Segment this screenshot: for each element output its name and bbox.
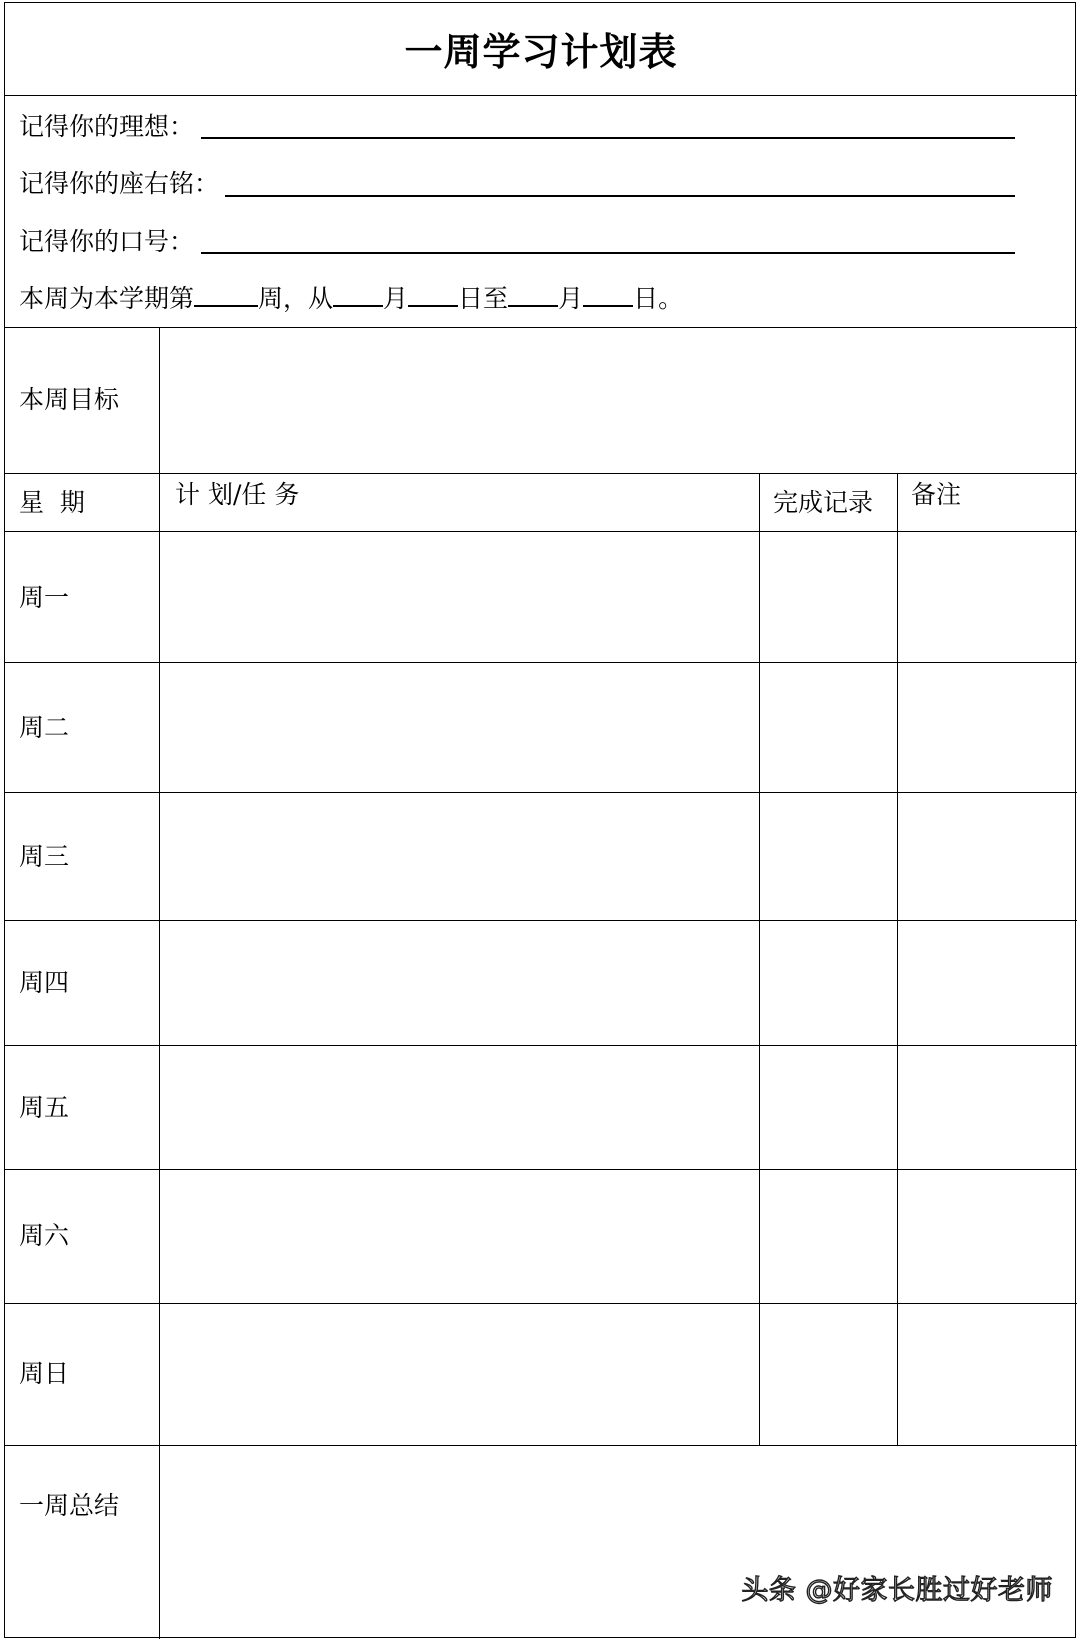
day-label-tue: 周二 bbox=[19, 713, 70, 742]
day-label-wed: 周三 bbox=[19, 842, 70, 871]
column-divider-note bbox=[897, 473, 898, 1445]
day-label-mon: 周一 bbox=[19, 583, 70, 612]
divider-fri bbox=[5, 1169, 1077, 1170]
week-number-blank[interactable] bbox=[194, 304, 258, 307]
week-line-text-5: 月 bbox=[558, 284, 584, 313]
slogan-input-line[interactable] bbox=[201, 252, 1015, 254]
study-plan-sheet bbox=[4, 2, 1076, 1638]
header-record: 完成记录 bbox=[773, 488, 874, 517]
end-day-blank[interactable] bbox=[583, 304, 633, 307]
week-line-text-2: 周，从 bbox=[258, 284, 334, 313]
page-title: 一周学习计划表 bbox=[404, 30, 678, 74]
divider-title bbox=[5, 95, 1077, 96]
divider-sun bbox=[5, 1445, 1077, 1446]
week-line-text-3: 月 bbox=[383, 284, 409, 313]
day-label-thu: 周四 bbox=[19, 968, 70, 997]
goal-label: 本周目标 bbox=[19, 385, 120, 414]
slogan-label: 记得你的口号： bbox=[19, 227, 195, 256]
day-label-sat: 周六 bbox=[19, 1221, 70, 1250]
column-divider-label bbox=[159, 327, 160, 1639]
header-note: 备注 bbox=[911, 480, 962, 509]
motto-input-line[interactable] bbox=[225, 195, 1015, 197]
divider-wed bbox=[5, 920, 1077, 921]
motto-label: 记得你的座右铭： bbox=[19, 169, 220, 198]
divider-sat bbox=[5, 1303, 1077, 1304]
divider-thu bbox=[5, 1045, 1077, 1046]
divider-prompts bbox=[5, 327, 1077, 328]
week-line bbox=[19, 286, 683, 311]
week-line-text-4: 日至 bbox=[458, 284, 509, 313]
ideal-label: 记得你的理想： bbox=[19, 112, 195, 141]
day-label-sun: 周日 bbox=[19, 1359, 70, 1388]
divider-header bbox=[5, 531, 1077, 532]
header-day: 星 期 bbox=[19, 488, 85, 517]
divider-tue bbox=[5, 792, 1077, 793]
summary-label: 一周总结 bbox=[19, 1491, 120, 1520]
goal-input-cell[interactable] bbox=[161, 329, 1075, 471]
column-divider-record bbox=[759, 473, 760, 1445]
watermark: 头条 @好家长胜过好老师 bbox=[741, 1575, 1053, 1606]
divider-goal bbox=[5, 473, 1077, 474]
ideal-input-line[interactable] bbox=[201, 137, 1015, 139]
start-day-blank[interactable] bbox=[408, 304, 458, 307]
header-plan: 计 划/任 务 bbox=[175, 480, 300, 509]
day-label-fri: 周五 bbox=[19, 1093, 70, 1122]
week-line-text-6: 日。 bbox=[633, 284, 684, 313]
end-month-blank[interactable] bbox=[508, 304, 558, 307]
week-line-text-1: 本周为本学期第 bbox=[19, 284, 195, 313]
divider-mon bbox=[5, 662, 1077, 663]
start-month-blank[interactable] bbox=[333, 304, 383, 307]
